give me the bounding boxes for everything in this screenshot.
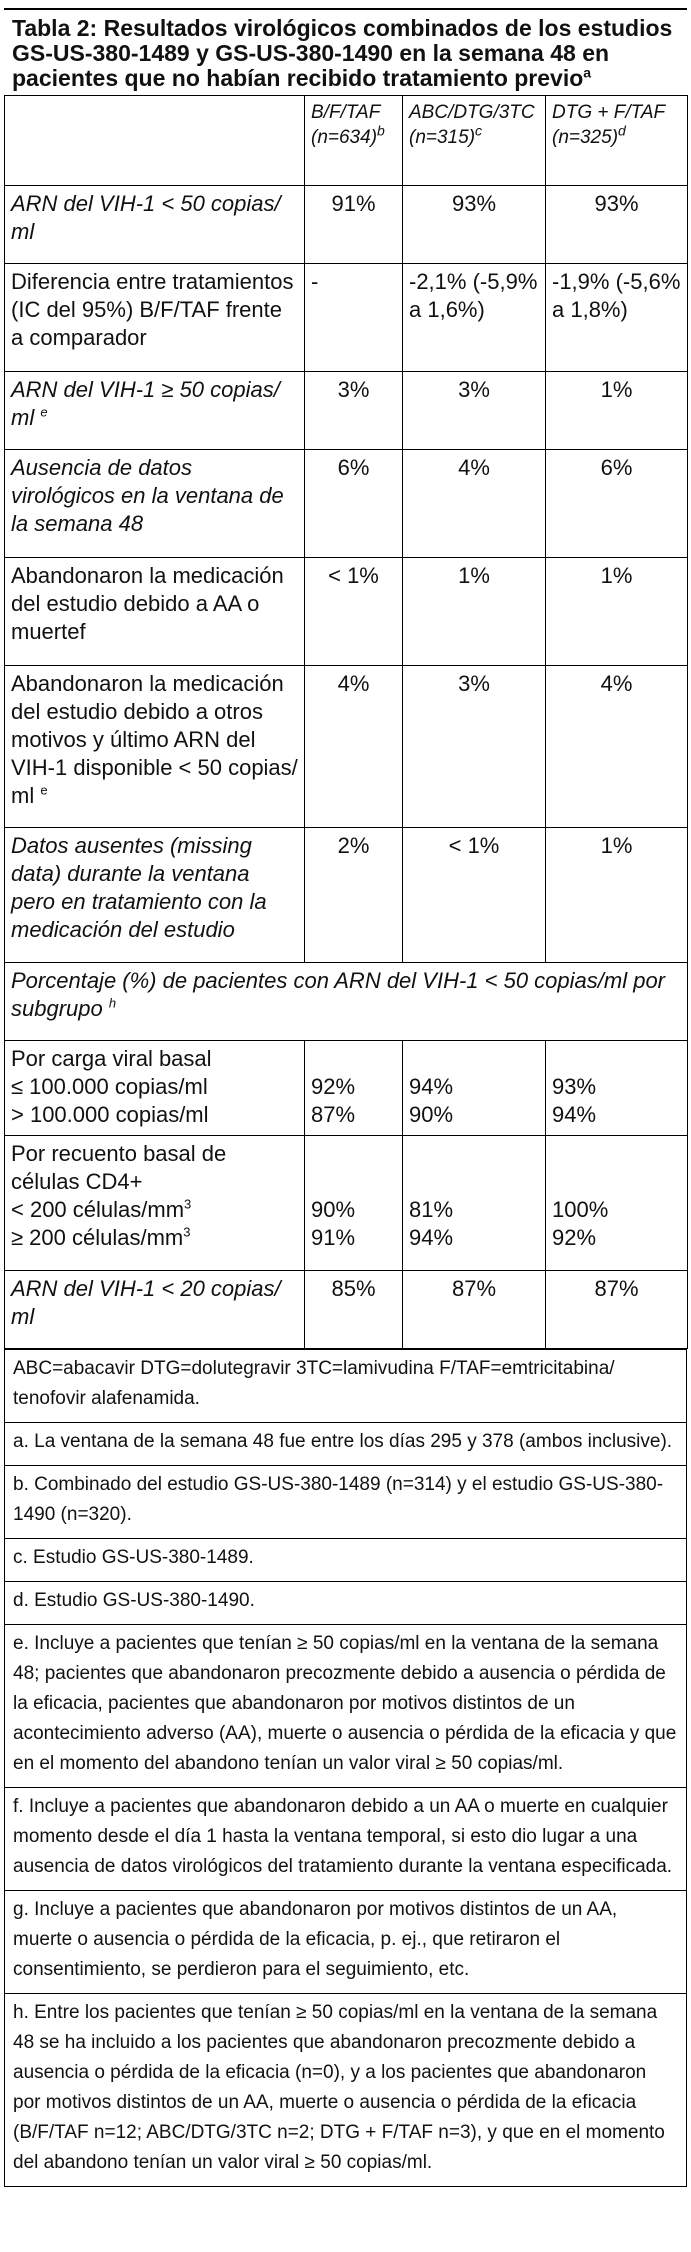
footnote-a: a. La ventana de la semana 48 fue entre los días 295 y 378 (ambos inclusive). [5,1423,687,1466]
cell-value: 87% [546,1271,688,1349]
cell-value: 2% [305,828,403,963]
footnote-row [5,1466,687,1539]
table-row [5,1136,688,1271]
row-label: Abandonaron la medicación del estudio debido a AA o muertef [5,558,305,666]
row-label: Ausencia de datos virológicos en la ventana de la semana 48 [5,450,305,558]
cell-value: 1% [403,558,546,666]
cell-value: -1,9% (-5,6% a 1,8%) [546,264,688,372]
cell-value: - [305,264,403,372]
row-label: Diferencia entre tratamientos (IC del 95%) B/F/TAF frente a comparador [5,264,305,372]
cell-value: 93% [546,186,688,264]
footnote-b: b. Combinado del estudio GS-US-380-1489 (n=314) y el estudio GS-US-380-1490 (n=320). [5,1466,687,1539]
row-label: ARN del VIH-1 ≥ 50 copias/ ml $^e$ [5,372,305,450]
cell-value: 3% [403,666,546,828]
footnote-row [5,1891,687,1994]
table-title: Tabla 2: Resultados virológicos combinados de los estudios GS-US-380-1489 y GS-US-380-1490 en la semana 48 en pacientes que no habían recibido tratamiento previo$^a$ [4,8,687,95]
header-empty-cell [5,96,305,186]
title-footnote-marker: a [583,64,592,81]
cell-value: 6% [305,450,403,558]
cell-value: 91% [305,186,403,264]
cell-value: 93% 94% [546,1041,688,1136]
footnote-row [5,1788,687,1891]
row-label: Por recuento basal de células CD4+ < 200 células/$mm^3$ ≥ 200 células/$mm^3$ [5,1136,305,1271]
results-table [4,95,688,1349]
column-header-abcdtg3tc: ABC/DTG/3TC (n=315)$^c$ [403,96,546,186]
abbreviations-note: ABC=abacavir DTG=dolutegravir 3TC=lamivudina F/TAF=emtricitabina/ tenofovir alafenamida. [5,1350,687,1423]
footnote-row [5,1350,687,1423]
subgroup-row [5,963,688,1041]
cell-value: 92% 87% [305,1041,403,1136]
footnotes-table [4,1349,687,2187]
table-row [5,828,688,963]
table-row [5,1271,688,1349]
subgroup-heading: Porcentaje (%) de pacientes con ARN del VIH-1 < 50 copias/ml por subgrupo $^h$ [5,963,688,1041]
cell-value: 1% [546,372,688,450]
footnote-row [5,1423,687,1466]
cell-value: 6% [546,450,688,558]
cell-value: 1% [546,558,688,666]
footnote-row [5,1582,687,1625]
table-header-row [5,96,688,186]
cell-value: 3% [403,372,546,450]
cell-value: < 1% [305,558,403,666]
footnote-row [5,1625,687,1788]
cell-value: 87% [403,1271,546,1349]
row-label: ARN del VIH-1 < 20 copias/ ml [5,1271,305,1349]
cell-value: 4% [305,666,403,828]
footnote-h: h. Entre los pacientes que tenían ≥ 50 copias/ml en la ventana de la semana 48 se ha incluido a los pacientes que abandonaron precozmente debido a ausencia o pérdida de la eficacia (n=0), y a los pacientes que abandonaron por motivos distintos de un AA, muerte o ausencia o pérdida de la eficacia (B/F/TAF n=12; ABC/DTG/3TC n=2; DTG + F/TAF n=3), y que en el momento del abandono tenían un valor viral ≥ 50 copias/ml. [5,1994,687,2187]
column-header-dtgftaf: DTG + F/TAF (n=325)$^d$ [546,96,688,186]
cell-value: 100% 92% [546,1136,688,1271]
cell-value: -2,1% (-5,9% a 1,6%) [403,264,546,372]
footnote-row [5,1539,687,1582]
cell-value: 85% [305,1271,403,1349]
table-row [5,264,688,372]
cell-value: 81% 94% [403,1136,546,1271]
cell-value: 93% [403,186,546,264]
table-row [5,1041,688,1136]
cell-value: 3% [305,372,403,450]
row-label: Datos ausentes (missing data) durante la ventana pero en tratamiento con la medicación del estudio [5,828,305,963]
table-row [5,372,688,450]
cell-value: 90% 91% [305,1136,403,1271]
row-label: Por carga viral basal ≤ 100.000 copias/ml > 100.000 copias/ml [5,1041,305,1136]
footnote-d: d. Estudio GS-US-380-1490. [5,1582,687,1625]
cell-value: < 1% [403,828,546,963]
row-label: Abandonaron la medicación del estudio debido a otros motivos y último ARN del VIH-1 disponible < 50 copias/ ml $^e$ [5,666,305,828]
column-header-bftaf: B/F/TAF (n=634)$^b$ [305,96,403,186]
footnote-e: e. Incluye a pacientes que tenían ≥ 50 copias/ml en la ventana de la semana 48; pacientes que abandonaron precozmente debido a ausencia o pérdida de la eficacia, pacientes que abandonaron por motivos distintos de un acontecimiento adverso (AA), muerte o ausencia o pérdida de la eficacia y que en el momento del abandono tenían un valor viral ≥ 50 copias/ml. [5,1625,687,1788]
cell-value: 1% [546,828,688,963]
table-row [5,666,688,828]
cell-value: 4% [546,666,688,828]
footnote-g: g. Incluye a pacientes que abandonaron por motivos distintos de un AA, muerte o ausencia o pérdida de la eficacia, p. ej., que retiraron el consentimiento, se perdieron para el seguimiento, etc. [5,1891,687,1994]
table-row [5,450,688,558]
row-label: ARN del VIH-1 < 50 copias/ ml [5,186,305,264]
footnote-row [5,1994,687,2187]
footnote-c: c. Estudio GS-US-380-1489. [5,1539,687,1582]
cell-value: 4% [403,450,546,558]
cell-value: 94% 90% [403,1041,546,1136]
footnote-f: f. Incluye a pacientes que abandonaron debido a un AA o muerte en cualquier momento desde el día 1 hasta la ventana temporal, si esto dio lugar a una ausencia de datos virológicos del tratamiento durante la ventana especificada. [5,1788,687,1891]
table-row [5,186,688,264]
table-row [5,558,688,666]
